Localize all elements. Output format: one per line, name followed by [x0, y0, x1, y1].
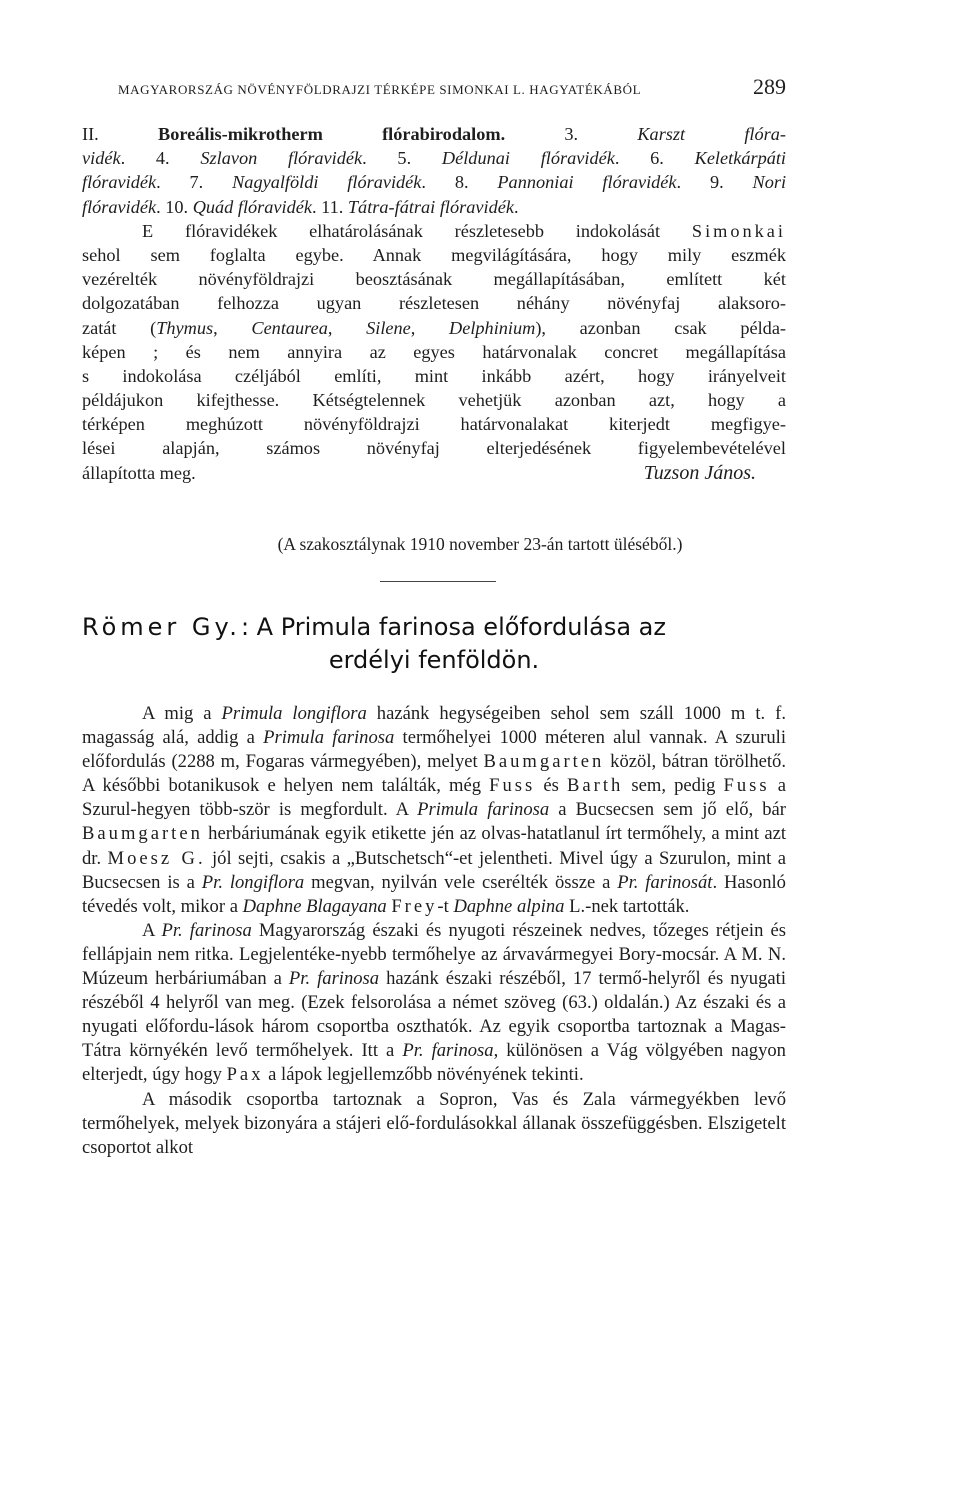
text-line: képen ; és nem annyira az egyes határvonalak concret megállapítása [82, 341, 786, 362]
article-body [82, 702, 786, 1160]
paragraph: A második csoportba tartoznak a Sopron, Vas és Zala vármegyékben levő termőhelyek, melyek bizonyára a stájeri elő-fordulásokkal állanak összefüggésben. Elszigetelt csoportot alkot [82, 1088, 786, 1158]
section-flora-regions [82, 122, 786, 485]
text-line: vezérelték növényföldrajzi beosztásának megállapításában, említett két [82, 269, 786, 290]
section-divider [380, 581, 496, 582]
paragraph: A mig a Primula longiflora hazánk hegységeiben sehol sem száll 1000 m t. f. magasság alá, addig a Primula farinosa termőhelyei 1000 méteren alul vannak. A szuruli előfordulás (2288 m, Fogaras vármegyében), melyet Baumgarten közöl, bátran törölhető. A későbbi botanikusok e helyen nem találták, még Fuss és Barth sem, pedig Fuss a Szurul-hegyen több-ször is megfordult. A Primula farinosa a Bucsecsen sem jő elő, bár Baumgarten herbáriumának egyik etikette jén az olvas-hatatlanul írt termőhely, a mint azt dr. Moesz G. jól sejti, csakis a „Butschetsch“-et jelentheti. Mivel úgy a Szurulon, mint a Bucsecsen is a Pr. longiflora megvan, nyilván vele cserélték össze a Pr. farinosát. Hasonló tévedés volt, mikor a Daphne Blagayana Frey-t Daphne alpina L.-nek tartották. [82, 703, 787, 917]
running-head: MAGYARORSZÁG NÖVÉNYFÖLDRAJZI TÉRKÉPE SIMONKAI L. HAGYATÉKÁBÓL [118, 82, 642, 97]
article-title [82, 612, 786, 675]
text-line: sehol sem foglalta egybe. Annak megvilágítására, hogy mily eszmék [82, 244, 786, 265]
title-line-1: : A Primula farinosa előfordulása az [240, 613, 666, 641]
text-line: s indokolása czéljából említi, mint inkább azért, hogy irányelveit [82, 365, 786, 386]
text-line: példájukon kifejthesse. Kétségtelennek vehetjük azonban azt, hogy a [82, 390, 786, 411]
page-header [118, 74, 786, 100]
paragraph: A Pr. farinosa Magyarország északi és nyugoti részeinek nedves, tőzeges rétjein és fellápjain nem ritka. Legjelentéke-nyebb termőhelye az árvavármegyei Bory-mocsár. A M. N. Múzeum herbáriumában a Pr. farinosa hazánk északi részéből, 17 termő-helyről és nyugati részéből 4 helyről van meg. (Ezek felsorolása a német szöveg (63.) oldalán.) Az északi és a nyugati előfordu-lások három csoportba oszthatók. Az egyik csoportba tartoznak a Magas-Tátra környékén levő termőhelyek. Itt a Pr. farinosa, különösen a Vág völgyében nagyon elterjedt, úgy hogy Pax a lápok legjellemzőbb növényének tekinti. [82, 919, 786, 1086]
meeting-note: (A szakosztálynak 1910 november 23-án tartott üléséből.) [277, 534, 683, 554]
text-line: térképen meghúzott növényföldrajzi határvonalakat kiterjedt megfigye- [82, 414, 786, 435]
author-name: Simonkai [691, 220, 786, 241]
title-line-2: erdélyi fenföldön. [328, 646, 540, 674]
text-line: E flóravidékek elhatárolásának részletesebb indokolását Simonkai [142, 220, 786, 241]
text-line: vidék. 4. Szlavon flóravidék. 5. Déldunai flóravidék. 6. Keletkárpáti [82, 148, 787, 169]
text-line: dolgozatában felhozza ugyan részletesen néhány növényfaj alaksoro- [82, 293, 786, 314]
text-line: lései alapján, számos növényfaj elterjedésének figyelembevételével [82, 438, 786, 459]
text-line: flóravidék. 10. Quád flóravidék. 11. Tátra-fátrai flóravidék. [82, 196, 519, 217]
text-line: II. Boreális-mikrotherm flórabirodalom. 3. Karszt flóra- [82, 124, 786, 144]
page-number: 289 [753, 74, 786, 99]
text-line: flóravidék. 7. Nagyalföldi flóravidék. 8. Pannoniai flóravidék. 9. Nori [82, 172, 787, 193]
text-line: állapította meg. [82, 462, 196, 483]
article-author: Römer Gy. [82, 613, 241, 641]
signature: Tuzson János. [643, 461, 756, 484]
closing-line [82, 461, 786, 485]
text-line: zatát (Thymus, Centaurea, Silene, Delphinium), azonban csak példa- [82, 317, 787, 338]
heading-inline: Boreális-mikrotherm flórabirodalom. [158, 124, 506, 144]
